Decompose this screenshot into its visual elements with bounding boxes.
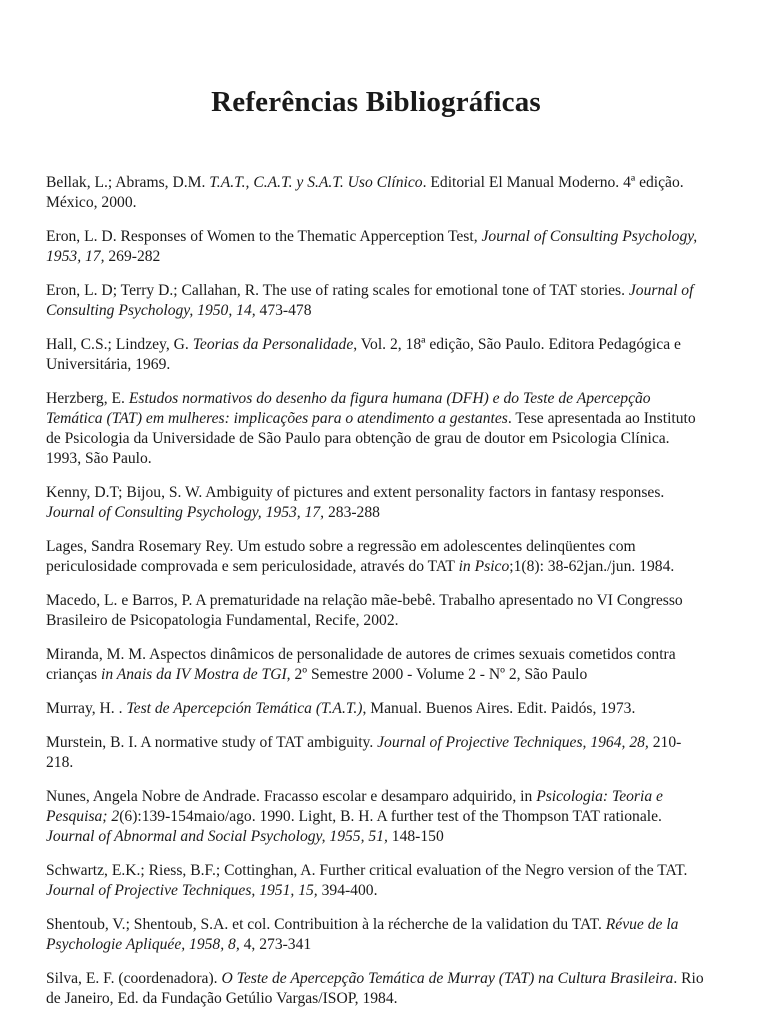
reference-text-part: . Editorial El Manual Moderno. 4ª edição. México, 2000.: [46, 174, 684, 211]
reference-text-part: 283-288: [324, 504, 380, 521]
reference-text-part: 473-478: [255, 302, 312, 319]
reference-text-part: Shentoub, V.; Shentoub, S.A. et col. Contribuition à la récherche de la validation du TAT.: [46, 916, 606, 933]
reference-text-part: 269-282: [104, 248, 161, 265]
reference-italic-part: Journal of Consulting Psychology, 1953, 17,: [46, 504, 325, 521]
reference-italic-part: T.A.T., C.A.T. y S.A.T. Uso Clínico: [209, 174, 423, 191]
reference-italic-part: Journal of Consulting Psychology, 1950, 14,: [46, 282, 694, 319]
reference-text-part: 4, 273-341: [239, 936, 312, 953]
reference-entry: [46, 173, 706, 213]
reference-entry: [46, 645, 706, 685]
reference-text-part: , Vol. 2, 18ª edição, São Paulo. Editora Pedagógica e Universitária, 1969.: [46, 336, 681, 373]
reference-italic-part: Journal of Projective Techniques, 1964, 28,: [377, 734, 649, 751]
reference-text-part: 394-400.: [317, 882, 378, 899]
reference-text-part: , 2º Semestre 2000 - Volume 2 - Nº 2, São Paulo: [286, 666, 588, 683]
reference-entry: [46, 335, 706, 375]
reference-text-part: Miranda, M. M. Aspectos dinâmicos de personalidade de autores de crimes sexuais cometidos contra crianças: [46, 646, 676, 683]
reference-list: [46, 173, 706, 1009]
reference-text-part: Nunes, Angela Nobre de Andrade. Fracasso escolar e desamparo adquirido, in: [46, 788, 537, 805]
reference-entry: [46, 281, 706, 321]
reference-text-part: Murstein, B. I. A normative study of TAT ambiguity.: [46, 734, 378, 751]
reference-entry: [46, 699, 706, 719]
reference-italic-part: Révue de la Psychologie Apliquée, 1958, 8,: [46, 916, 679, 953]
reference-italic-part: in Psico: [458, 558, 510, 575]
reference-text-part: ;1(8): 38-62jan./jun. 1984.: [509, 558, 675, 575]
reference-text-part: Bellak, L.; Abrams, D.M.: [46, 174, 210, 191]
reference-text-part: Lages, Sandra Rosemary Rey. Um estudo sobre a regressão em adolescentes delinqüentes com periculosidade comprovada e sem periculosidade, através do TAT: [46, 538, 636, 575]
reference-entry: [46, 389, 706, 469]
reference-text-part: . Rio de Janeiro, Ed. da Fundação Getúlio Vargas/ISOP, 1984.: [46, 970, 704, 1007]
reference-text-part: Eron, L. D. Responses of Women to the Thematic Apperception Test,: [46, 228, 482, 245]
reference-entry: [46, 969, 706, 1009]
reference-text-part: Herzberg, E.: [46, 390, 129, 407]
reference-entry: [46, 915, 706, 955]
reference-text-part: Kenny, D.T; Bijou, S. W. Ambiguity of pictures and extent personality factors in fantasy responses.: [46, 484, 665, 501]
reference-entry: [46, 733, 706, 773]
reference-text-part: (6):139-154maio/ago. 1990. Light, B. H. A further test of the Thompson TAT rationale.: [119, 808, 662, 825]
reference-text-part: Schwartz, E.K.; Riess, B.F.; Cottinghan, A. Further critical evaluation of the Negro version of the TAT.: [46, 862, 688, 879]
reference-entry: [46, 787, 706, 847]
reference-italic-part: Test de Apercepción Temática (T.A.T.): [126, 700, 363, 717]
reference-text-part: Macedo, L. e Barros, P. A prematuridade na relação mãe-bebê. Trabalho apresentado no VI Congresso Brasileiro de Psicopatologia Fundamental, Recife, 2002.: [46, 592, 683, 629]
reference-italic-part: Journal of Abnormal and Social Psychology, 1955, 51,: [46, 828, 388, 845]
reference-italic-part: O Teste de Apercepção Temática de Murray (TAT) na Cultura Brasileira: [221, 970, 674, 987]
page-title: Referências Bibliográficas: [211, 86, 541, 118]
reference-italic-part: Psicologia: Teoria e Pesquisa; 2: [46, 788, 663, 825]
reference-entry: [46, 591, 706, 631]
reference-entry: [46, 227, 706, 267]
reference-text-part: Silva, E. F. (coordenadora).: [46, 970, 222, 987]
reference-text-part: Hall, C.S.; Lindzey, G.: [46, 336, 193, 353]
reference-italic-part: in Anais da IV Mostra de TGI: [100, 666, 287, 683]
reference-italic-part: Estudos normativos do desenho da figura humana (DFH) e do Teste de Apercepção Temática (TAT) em mulheres: implicações para o atendimento a gestantes: [46, 390, 651, 427]
reference-entry: [46, 861, 706, 901]
reference-italic-part: Journal of Consulting Psychology, 1953, 17,: [46, 228, 698, 265]
reference-text-part: Murray, H. .: [46, 700, 127, 717]
reference-text-part: . Tese apresentada ao Instituto de Psicologia da Universidade de São Paulo para obtenção de grau de doutor em Psicologia Clínica. 1993, São Paulo.: [46, 410, 696, 467]
reference-text-part: 210-218.: [46, 734, 682, 771]
reference-entry: [46, 483, 706, 523]
reference-text-part: 148-150: [387, 828, 444, 845]
reference-entry: [46, 537, 706, 577]
reference-text-part: Eron, L. D; Terry D.; Callahan, R. The use of rating scales for emotional tone of TAT stories.: [46, 282, 629, 299]
reference-italic-part: Journal of Projective Techniques, 1951, 15,: [46, 882, 318, 899]
reference-italic-part: Teorias da Personalidade: [192, 336, 354, 353]
reference-text-part: , Manual. Buenos Aires. Edit. Paidós, 1973.: [362, 700, 636, 717]
